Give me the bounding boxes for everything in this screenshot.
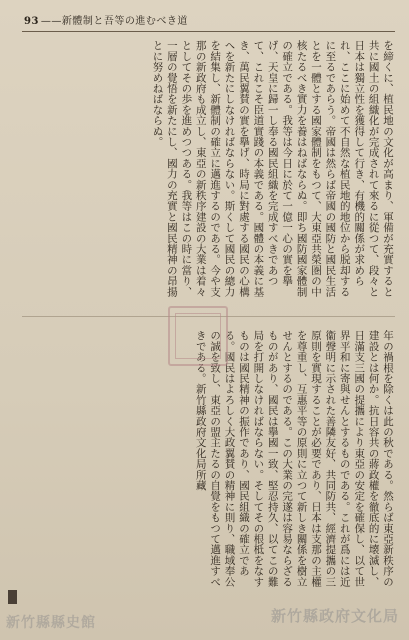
watermark-right: 新竹縣政府文化局 bbox=[270, 607, 399, 625]
page-number: 93 bbox=[24, 16, 39, 27]
lower-text-block: 年の禍根を除くは此の秋である。然らば東亞新秩序の建設とは何か。抗日容共の蔣政權を徹底的に壊滅し、日滿支三國の提攜により東亞の安定を確保し、以て世界平和に寄與せんとするものである。これが爲には近衞聲明に示された善隣友好、共同防共、經濟提攜の三原則を實現することが必要であり、日本は支那の主權を尊重し、互惠平等の原則に立つて新しき關係を樹立せんとするのである。この大業の完遂は容易ならざるものがあり、國民は擧國一致、堅忍持久、以てこの難局を打開しなければならない。そしてその根柢をなすものは國民精神の振作であり、國民組織の確立である。國民はよろしく大政翼賛の精神に則り、職域奉公の誠を致し、東亞の盟主たるの自覺をもつて邁進すべきである。新竹縣政府文化局所藏 bbox=[194, 330, 394, 587]
page-header bbox=[24, 14, 394, 30]
header-rule bbox=[22, 31, 395, 32]
seal-inner-border bbox=[175, 313, 221, 359]
library-seal-stamp bbox=[168, 306, 228, 366]
running-title: ——新體制と吾等の進むべき道 bbox=[40, 16, 188, 27]
watermark-left: 新竹縣縣史館 bbox=[6, 615, 96, 631]
upper-text-block: を締くに、植民地の文化が高まり、軍備が充實すると共に國土の組織化が完成されて來るに從つて、段々と日本は獨立性を獲得して行き、有機的關係が求められ、ここに始めて不自然な植民地的地位から脱却するに至るであらう。帝國は然らば帝國の國防と國民生活とを一體とする國家體制をもつて、大東亞共榮圏の中核たるべき實力を養はねばならぬ。即ち國防國家體制の確立である。我等は今日に於て一億一心の實を擧げ、天皇に歸一し奉る國民組織を完成すべきであつて、これこそ臣道實踐の本義である。國體の本義に基き、萬民翼賛の實を擧げ、時局に對處する國民の心構へを新たにしなければならない。斯くして國民の總力を結集し、新體制の確立に邁進するのである。今や支那の新政府も成立し、東亞の新秩序建設の大業は着々としてその歩を進めつつある。我等はこの時に當り、一層の覺悟を新たにし、國力の充實と國民精神の昂揚とに努めねばならぬ。 bbox=[151, 40, 394, 297]
margin-mark bbox=[8, 590, 17, 604]
